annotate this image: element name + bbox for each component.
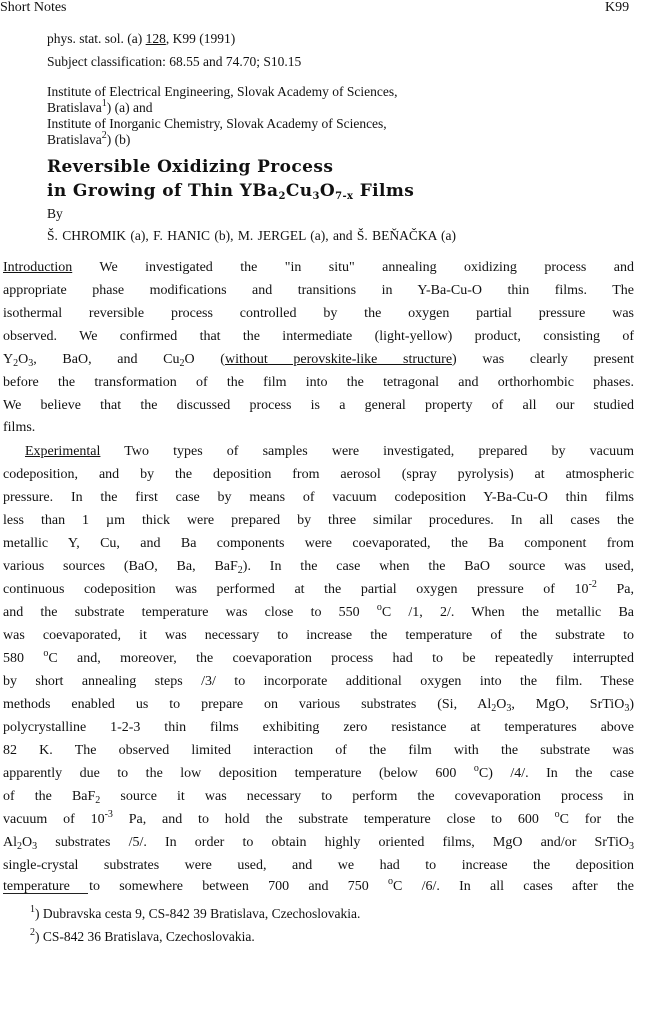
experimental-line: temperature to somewhere between 700 and 750 $^o$C /6/. In all cases after the bbox=[3, 876, 634, 894]
experimental-heading: Experimental bbox=[25, 444, 101, 459]
experimental-line: Experimental Two types of samples were investigated, prepared by vacuum bbox=[25, 444, 634, 459]
intro-line: appropriate phase modifications and transitions in Y-Ba-Cu-O thin films. The bbox=[3, 283, 634, 298]
experimental-line: various sources (BaO, Ba, BaF$_2$). In the case when the BaO source was used, bbox=[3, 559, 634, 576]
experimental-line: by short annealing steps /3/ to incorporate additional oxygen into the film. These bbox=[3, 674, 634, 689]
experimental-line: codeposition, and by the deposition from aerosol (spray pyrolysis) at atmospheric bbox=[3, 467, 634, 482]
footnote-2: $^2$) CS-842 36 Bratislava, Czechoslovakia. bbox=[30, 927, 255, 944]
page-number: K99 bbox=[605, 0, 630, 15]
authors: Š. CHROMIK (a), F. HANIC (b), M. JERGEL (a), and Š. BEŇAČKA (a) bbox=[47, 228, 457, 243]
intro-line: isothermal reversible process controlled by the oxygen partial pressure was bbox=[3, 306, 634, 321]
subject-classification: Subject classification: 68.55 and 74.70; S10.15 bbox=[47, 54, 302, 69]
experimental-line: pressure. In the first case by means of vacuum codeposition Y-Ba-Cu-O thin films bbox=[3, 490, 634, 505]
experimental-line: $Al_2O_3$ substrates /5/. In order to obtain highly oriented films, MgO and/or SrTiO$_3$ bbox=[3, 835, 634, 852]
volume-number: 128 bbox=[145, 31, 166, 46]
paper-title-line2: in Growing of Thin $YBa_2Cu_3O_{7-x}$ Films bbox=[47, 181, 415, 202]
byline-by: By bbox=[47, 206, 63, 221]
experimental-line: polycrystalline 1-2-3 thin films exhibiting zero resistance at temperatures above bbox=[3, 720, 634, 735]
intro-line: observed. We confirmed that the intermediate (light-yellow) product, consisting of bbox=[3, 329, 634, 344]
experimental-line: vacuum of $10^{-3}$ Pa, and to hold the substrate temperature close to 600 $^o$C for the bbox=[3, 809, 635, 827]
affiliation-a-line1: Institute of Electrical Engineering, Slovak Academy of Sciences, bbox=[47, 84, 398, 99]
citation: phys. stat. sol. (a) 128, K99 (1991) bbox=[47, 31, 236, 46]
intro-line: films. bbox=[3, 420, 36, 435]
paper-title-line1: Reversible Oxidizing Process bbox=[47, 157, 334, 177]
affiliation-b-line2: Bratislava$^2$) (b) bbox=[47, 130, 131, 147]
affiliation-b-line1: Institute of Inorganic Chemistry, Slovak Academy of Sciences, bbox=[47, 116, 387, 131]
intro-line: Introduction We investigated the "in situ" annealing oxidizing process and bbox=[3, 260, 634, 275]
footnote-divider bbox=[3, 893, 88, 894]
experimental-line: 82 K. The observed limited interaction of the film with the substrate was bbox=[3, 743, 634, 758]
experimental-line: metallic Y, Cu, and Ba components were coevaporated, the Ba component from bbox=[3, 536, 634, 551]
experimental-line: 580 $^o$C and, moreover, the coevaporation process had to be repeatedly interrupted bbox=[3, 648, 634, 666]
experimental-line: apparently due to the low deposition temperature (below 600 $^o$C) /4/. In the case bbox=[3, 763, 634, 781]
experimental-line: less than 1 µm thick were prepared by three similar procedures. In all cases the bbox=[3, 513, 634, 528]
experimental-line: and the substrate temperature was close to 550 $^o$C /1, 2/. When the metallic Ba bbox=[3, 602, 634, 620]
experimental-line: of the BaF$_2$ source it was necessary to perform the covevaporation process in bbox=[3, 789, 634, 806]
intro-line: before the transformation of the film into the tetragonal and orthorhombic phases. bbox=[3, 375, 634, 390]
footnote-1: $^1$) Dubravska cesta 9, CS-842 39 Bratislava, Czechoslovakia. bbox=[30, 904, 361, 921]
experimental-line: continuous codeposition was performed at the partial oxygen pressure of $10^{-2}$ Pa, bbox=[3, 579, 635, 597]
intro-line: $Y_2O_3$, BaO, and $Cu_2O$ (without perovskite-like structure) was clearly present bbox=[3, 352, 635, 369]
experimental-line: methods enabled us to prepare on various substrates (Si, $Al_2O_3$, MgO, SrTiO$_3$) bbox=[3, 697, 634, 714]
experimental-line: was coevaporated, it was necessary to increase the temperature of the substrate to bbox=[3, 628, 634, 643]
experimental-line: single-crystal substrates were used, and we had to increase the deposition bbox=[3, 858, 634, 873]
intro-heading: Introduction bbox=[3, 260, 73, 275]
intro-line: We believe that the discussed process is a general property of all our studied bbox=[3, 398, 634, 413]
affiliation-a-line2: Bratislava$^1$) (a) and bbox=[47, 98, 153, 115]
running-header-left: Short Notes bbox=[0, 0, 67, 15]
